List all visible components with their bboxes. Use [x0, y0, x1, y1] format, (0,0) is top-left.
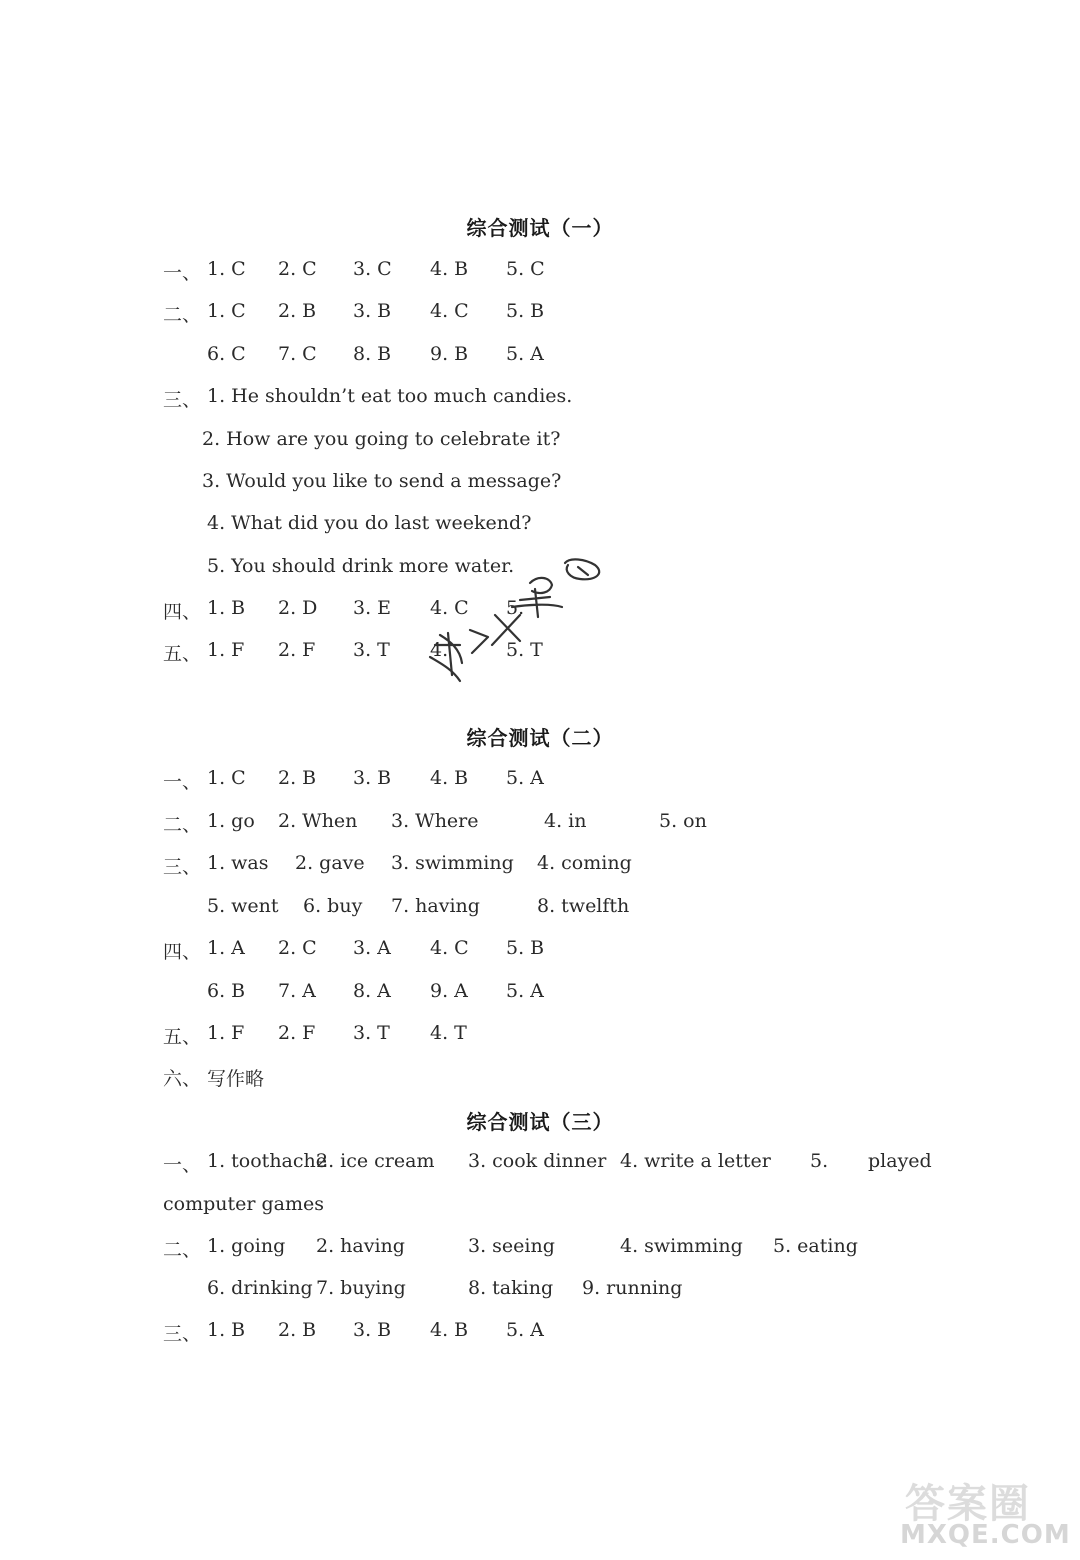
answer: 4. B [430, 1319, 469, 1341]
answer: 7. having [391, 895, 480, 917]
s1-q2-label: 二、 [163, 304, 202, 326]
answer: 6. B [207, 980, 246, 1002]
answer: 1. B [207, 597, 246, 619]
answer: 2. gave [295, 852, 365, 874]
answer-sentence: 2. How are you going to celebrate it? [202, 428, 561, 450]
answer: 4. B [430, 258, 469, 280]
answer: played [868, 1150, 932, 1172]
handwritten-scribble [400, 545, 630, 695]
answer-sentence: 1. He shouldn’t eat too much candies. [207, 385, 573, 407]
s2-q5-label: 五、 [163, 1026, 202, 1048]
answer: 5. C [506, 258, 545, 280]
answer: 1. go [207, 810, 255, 832]
answer-sentence: 4. What did you do last weekend? [207, 512, 532, 534]
answer: 9. B [430, 343, 469, 365]
s2-q3-label: 三、 [163, 856, 202, 878]
answer: 1. A [207, 937, 245, 959]
answer: 5. B [506, 937, 545, 959]
answer: 2. F [278, 1022, 316, 1044]
s2-q1-label: 一、 [163, 771, 202, 793]
watermark-url: MXQE.COM [900, 1520, 1071, 1550]
answer: 5. [810, 1150, 829, 1172]
answer: 3. E [353, 597, 392, 619]
answer: 2. ice cream [316, 1150, 435, 1172]
answer: 4. coming [537, 852, 632, 874]
answer: 5. A [506, 343, 544, 365]
answer: 3. seeing [468, 1235, 555, 1257]
answer: 9. running [582, 1277, 683, 1299]
s2-q4-label: 四、 [163, 941, 202, 963]
answer: 1. was [207, 852, 269, 874]
answer: 4. swimming [620, 1235, 743, 1257]
answer: 5. B [506, 300, 545, 322]
answer: 5. T [506, 639, 543, 661]
s1-q1-label: 一、 [163, 262, 202, 284]
answer: 9. A [430, 980, 468, 1002]
answer: 1. B [207, 1319, 246, 1341]
answer: 3. B [353, 767, 392, 789]
answer: 3. swimming [391, 852, 514, 874]
answer: 4. [430, 639, 449, 661]
answer: 8. taking [468, 1277, 554, 1299]
answer: 1. C [207, 300, 246, 322]
answer: 1. C [207, 258, 246, 280]
answer-sentence: 3. Would you like to send a message? [202, 470, 562, 492]
answer: 8. twelfth [537, 895, 630, 917]
answer: 7. A [278, 980, 316, 1002]
answer: 2. C [278, 937, 317, 959]
answer: 6. C [207, 343, 246, 365]
answer: 2. C [278, 258, 317, 280]
watermark-logo: 答案圈 [905, 1481, 1031, 1527]
answer: 8. A [353, 980, 391, 1002]
section-2-title: 综合测试（二） [466, 726, 614, 750]
answer: 2. F [278, 639, 316, 661]
answer: 3. cook dinner [468, 1150, 607, 1172]
answer: 2. D [278, 597, 318, 619]
s2-q6-label: 六、 [163, 1068, 202, 1090]
answer: 4. C [430, 937, 469, 959]
answer: 5. A [506, 1319, 544, 1341]
answer: 4. C [430, 300, 469, 322]
s3-q3-label: 三、 [163, 1323, 202, 1345]
section-1-title: 综合测试（一） [466, 216, 614, 240]
answer: 2. B [278, 767, 317, 789]
answer: 1. F [207, 1022, 245, 1044]
answer: 2. B [278, 300, 317, 322]
answer: 5. A [506, 767, 544, 789]
answer: 4. T [430, 1022, 467, 1044]
answer: 7. C [278, 343, 317, 365]
answer: 4. in [544, 810, 587, 832]
answer: 4. C [430, 597, 469, 619]
answer: 4. write a letter [620, 1150, 771, 1172]
s2-q2-label: 二、 [163, 814, 202, 836]
answer-continuation: computer games [163, 1193, 324, 1215]
answer: 3. B [353, 300, 392, 322]
answer: 6. buy [303, 895, 363, 917]
answer: 5. A [506, 980, 544, 1002]
section-3-title: 综合测试（三） [466, 1110, 614, 1134]
answer: 2. B [278, 1319, 317, 1341]
answer: 3. A [353, 937, 391, 959]
answer: 3. C [353, 258, 392, 280]
s1-q5-label: 五、 [163, 643, 202, 665]
answer: 7. buying [316, 1277, 406, 1299]
answer: 1. C [207, 767, 246, 789]
answer: 1. F [207, 639, 245, 661]
s1-q3-label: 三、 [163, 389, 202, 411]
answer: 3. Where [391, 810, 479, 832]
answer: 1. toothache [207, 1150, 328, 1172]
answer: 8. B [353, 343, 392, 365]
answer: 3. T [353, 1022, 390, 1044]
answer: 2. having [316, 1235, 405, 1257]
answer: 1. going [207, 1235, 286, 1257]
answer: 3. B [353, 1319, 392, 1341]
answer: 3. T [353, 639, 390, 661]
answer: 4. B [430, 767, 469, 789]
answer: 5. [506, 597, 525, 619]
s3-q1-label: 一、 [163, 1154, 202, 1176]
answer: 5. went [207, 895, 279, 917]
answer-sentence: 5. You should drink more water. [207, 555, 515, 577]
answer: 6. drinking [207, 1277, 313, 1299]
answer: 5. on [659, 810, 707, 832]
answer: 5. eating [773, 1235, 858, 1257]
s3-q2-label: 二、 [163, 1239, 202, 1261]
s1-q4-label: 四、 [163, 601, 202, 623]
answer-text: 写作略 [207, 1068, 265, 1090]
answer: 2. When [278, 810, 358, 832]
